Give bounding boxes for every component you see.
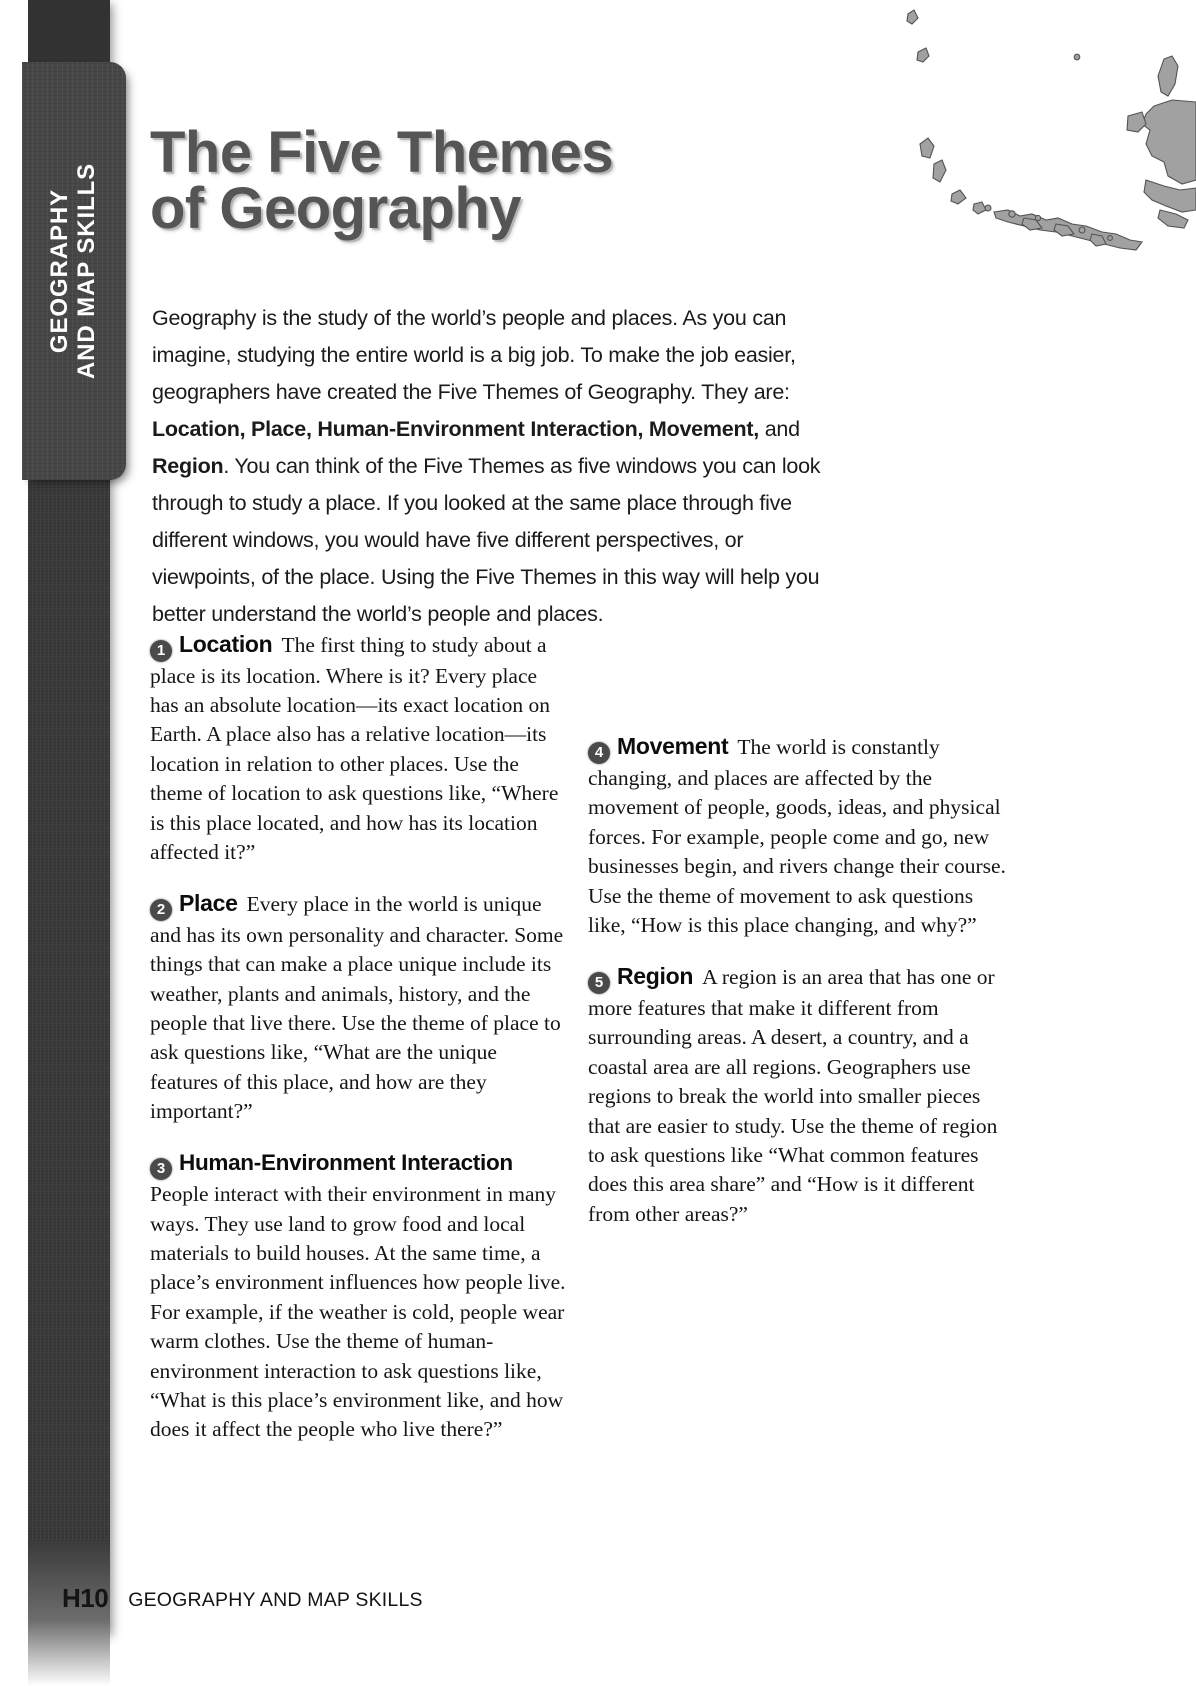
theme-name-location: Location [179, 630, 273, 657]
intro-bold-themes-1: Location, Place, Human-Environment Interaction, Movement, [152, 416, 759, 441]
page-title-line1: The Five Themes [150, 119, 614, 185]
theme-number-badge-3: 3 [150, 1158, 172, 1180]
theme-number-badge-4: 4 [588, 742, 610, 764]
theme-number-badge-5: 5 [588, 972, 610, 994]
theme-location [150, 630, 568, 868]
theme-name-region: Region [617, 962, 694, 989]
theme-body-human-environment-interaction: People interact with their environment in many ways. They use land to grow food and local materials to build houses. At the same time, a place’s environment influences how people live. For example, if the weather is cold, people wear warm clothes. Use the theme of human-environment interaction to ask questions like, “What is this place’s environment like, and how does it affect the people who live there?” [150, 1182, 566, 1442]
page-title-line2: of Geography [150, 175, 522, 241]
theme-body-location: The first thing to study about a place is its location. Where is it? Every place has an absolute location—its exact location on Earth. A place also has a relative location—its location in relation to other places. Use the theme of location to ask questions like, “Where is this place located, and how has its location affected it?” [150, 632, 559, 864]
intro-text-part1: Geography is the study of the world’s people and places. As you can imagine, studying the entire world is a big job. To make the job easier, geographers have created the Five Themes of Geography. They are: [152, 305, 796, 404]
theme-body-place: Every place in the world is unique and has its own personality and character. Some things that can make a place unique include its weather, plants and animals, history, and the people that live there. Use the theme of place to ask questions like, “What are the unique features of this place, and how are they important?” [150, 891, 564, 1124]
theme-name-human-environment-interaction: Human-Environment Interaction [179, 1150, 513, 1176]
themes-right-column [588, 608, 1006, 1250]
intro-text-part2: and [758, 416, 800, 441]
theme-number-badge-2: 2 [150, 899, 172, 921]
theme-region [588, 962, 1006, 1229]
theme-place [150, 889, 568, 1127]
theme-name-movement: Movement [617, 733, 729, 759]
content-area [148, 0, 1048, 1686]
page-title [150, 119, 870, 241]
theme-human-environment-interaction [150, 1148, 568, 1445]
spine-top-block [28, 0, 110, 66]
side-tab-label-line2: AND MAP SKILLS [73, 162, 100, 380]
theme-body-region: A region is an area that has one or more features that make it different from surrounding areas. A desert, a country, and a coastal area are all regions. Geographers use regions to break the world into smaller pieces that are easier to study. Use the theme of region to ask questions like “What common features does this area share” and “How is it different from other areas?” [588, 964, 998, 1226]
intro-bold-themes-2: Region [152, 453, 224, 478]
page-footer [62, 1583, 423, 1614]
intro-text-part3: . You can think of the Five Themes as five windows you can look through to study a place. If you looked at the same place through five different windows, you would have five different perspectives, or viewpoints, of the place. Using the Five Themes in this way will help you better understand the world’s people and places. [152, 453, 821, 626]
side-tab-label-line1: GEOGRAPHY [46, 188, 74, 354]
footer-page-number: H10 [62, 1583, 109, 1613]
side-tab-label [47, 163, 101, 379]
theme-number-badge-1: 1 [150, 640, 172, 662]
themes-left-column [150, 608, 568, 1466]
intro-paragraph [152, 300, 842, 633]
side-tab-geography-and-map-skills [22, 62, 126, 480]
theme-movement [588, 732, 1006, 940]
theme-body-movement: The world is constantly changing, and places are affected by the movement of people, goods, ideas, and physical forces. For example, people come and go, new businesses begin, and rivers change their course. Use the theme of movement to ask questions like, “How is this place changing, and why?” [588, 735, 1006, 938]
footer-section-label: GEOGRAPHY AND MAP SKILLS [128, 1589, 423, 1611]
theme-name-place: Place [179, 889, 238, 916]
